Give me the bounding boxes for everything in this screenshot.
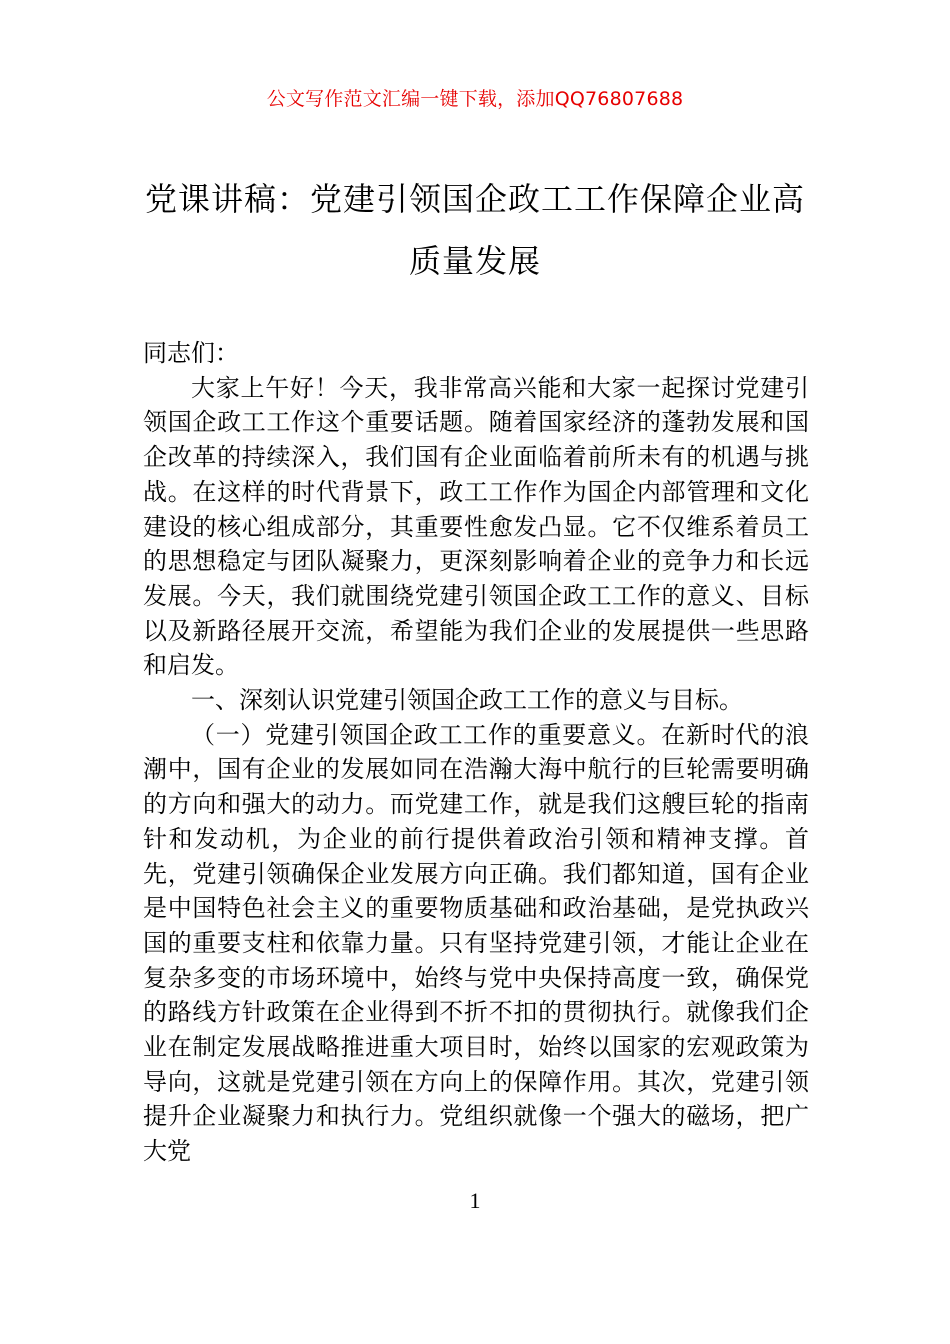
- paragraph-intro: 大家上午好！今天，我非常高兴能和大家一起探讨党建引领国企政工工作这个重要话题。随着国家经济的蓬勃发展和国企改革的持续深入，我们国有企业面临着前所未有的机遇与挑战。在这样的时代背景下，政工工作作为国企内部管理和文化建设的核心组成部分，其重要性愈发凸显。它不仅维系着员工的思想稳定与团队凝聚力，更深刻影响着企业的竞争力和长远发展。今天，我们就围绕党建引领国企政工工作的意义、目标以及新路径展开交流，希望能为我们企业的发展提供一些思路和启发。: [143, 373, 809, 680]
- salutation: 同志们：: [143, 339, 239, 367]
- header-promo-note: 公文写作范文汇编一键下载，添加QQ76807688: [266, 88, 684, 110]
- section-heading-1: 一、深刻认识党建引领国企政工工作的意义与目标。: [191, 686, 743, 715]
- document-body: [143, 336, 809, 1169]
- paragraph-section-1-1: （一）党建引领国企政工工作的重要意义。在新时代的浪潮中，国有企业的发展如同在浩瀚大海中航行的巨轮需要明确的方向和强大的动力。而党建工作，就是我们这艘巨轮的指南针和发动机，为企业的前行提供着政治引领和精神支撑。首先，党建引领确保企业发展方向正确。我们都知道，国有企业是中国特色社会主义的重要物质基础和政治基础，是党执政兴国的重要支柱和依靠力量。只有坚持党建引领，才能让企业在复杂多变的市场环境中，始终与党中央保持高度一致，确保党的路线方针政策在企业得到不折不扣的贯彻执行。就像我们企业在制定发展战略推进重大项目时，始终以国家的宏观政策为导向，这就是党建引领在方向上的保障作用。其次，党建引领提升企业凝聚力和执行力。党组织就像一个强大的磁场，把广大党: [143, 720, 809, 1166]
- document-title: 党课讲稿：党建引领国企政工工作保障企业高质量发展: [144, 180, 805, 280]
- page-number: 1: [469, 1188, 481, 1213]
